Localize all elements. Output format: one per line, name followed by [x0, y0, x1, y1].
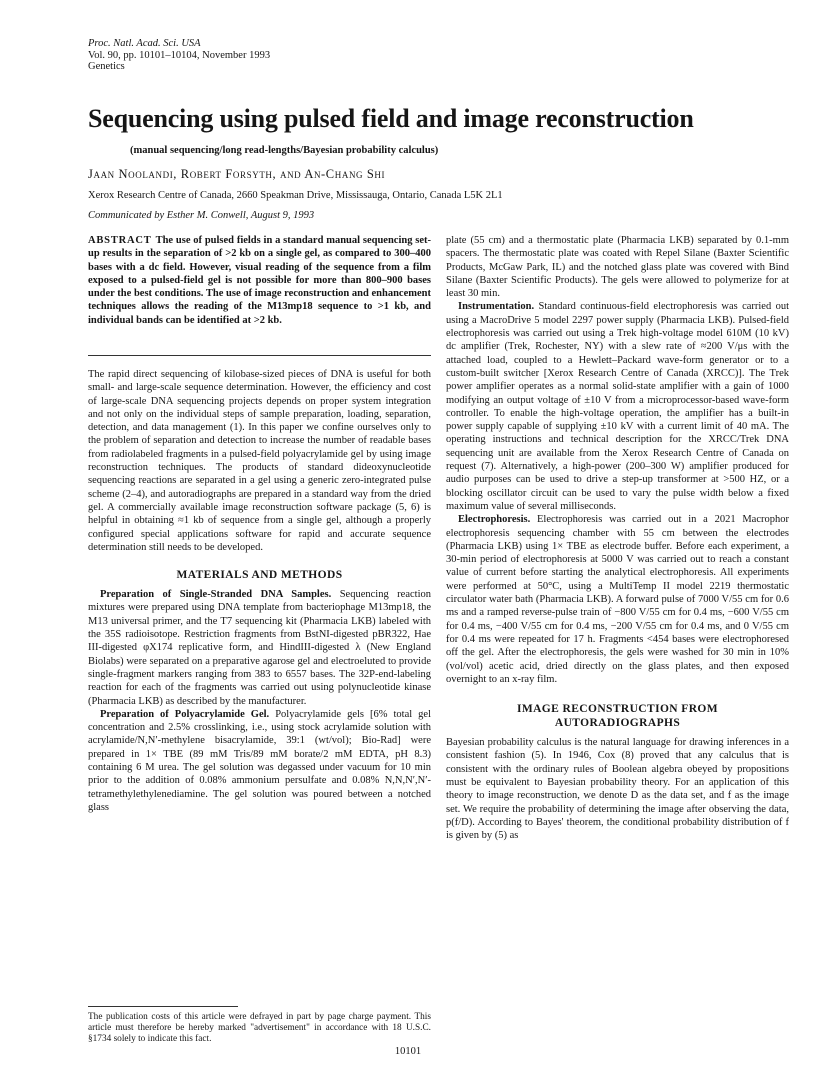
instrumentation-paragraph [446, 300, 789, 513]
prep-ss-paragraph [88, 588, 431, 708]
instrumentation-text: Standard continuous-field electrophoresis was carried out using a MacroDrive 5 model 2297 power supply (Pharmacia LKB). Pulsed-field electrophoresis was carried out using a Trek high-voltage model 610M (10 kV) dc amplifier (Trek, Rochester, NY) with a slew rate of ≈200 V/μs with the attached load, coupled to a Hewlett–Packard wave-form generator or to a custom-built switcher [Xerox Research Centre of Canada (XRCC)]. The Trek power amplifier operates as a normal solid-state amplifier with a gain of 1000 modifying an output voltage of ±10 V from a microprocessor-based wave-form controller. To enable the high-voltage operation, the amplifier has a built-in power supply capable of supplying ±10 kV with a current limit of 40 mA. The operating instructions and technical description for the XRCC/Trek DNA sequencing unit are available from the Xerox Research Centre of Canada on request (7). Alternatively, a high-power (200–300 W) amplifier produced for audio purposes can be used to drive a step-up transformer at >500 HZ, or a blocking oscillator circuit can be used to vary the pulse width below a fixed maximum value of several milliseconds. [446, 301, 790, 512]
image-reconstruction-heading [446, 702, 789, 730]
image-reconstruction-paragraph: Bayesian probability calculus is the natural language for drawing inferences in a consistent fashion (5). In 1946, Cox (8) proved that any calculus that is consistent with the ordinary rules of Boolean algebra obeyed by propositions must be equivalent to Bayesian probability theory. For an application of this theory to image reconstruction, we denote D as the data set, and f as the image set. We require the probability of determining the image after observing the data, p(f/D). According to Bayes' theorem, the conditional probability distribution of f is given by (5) as [446, 737, 789, 842]
electrophoresis-head: Electrophoresis. [458, 514, 531, 526]
image-heading-line2: AUTORADIOGRAPHS [554, 717, 681, 730]
right-column [446, 234, 789, 842]
abstract-divider [88, 355, 431, 356]
author-affiliation: Xerox Research Centre of Canada, 2660 Speakman Drive, Mississauga, Ontario, Canada L5K 2L1 [88, 190, 503, 201]
footnote: The publication costs of this article were defrayed in part by page charge payment. This article must therefore be hereby marked "advertisement" in accordance with 18 U.S.C. §1734 solely to indicate this fact. [88, 1012, 431, 1044]
abstract-text: The use of pulsed fields in a standard manual sequencing set-up results in the separation of >2 kb on a single gel, as compared to 300–400 bases with a dc field. However, visual reading of the sequence from a film exposed to a pulsed-field gel is not possible for more than 800–900 bases under the best conditions. The use of image reconstruction and enhancement techniques allows the reading of the M13mp18 sequence to >1 kb, and individual bands can be identified at >2 kb. [88, 235, 431, 326]
page-number: 10101 [394, 1046, 422, 1057]
intro-paragraph: The rapid direct sequencing of kilobase-sized pieces of DNA is useful for both small- and large-scale sequence determination. However, the efficiency and cost of large-scale DNA sequencing projects depends on proper system integration and not only on the individual steps of sample preparation, loading, separation, detection, and data management (1). In this paper we confine ourselves only to the problem of separation and detection to increase the number of readable bases from radiolabeled fragments in a pulsed-field polyacrylamide gel by using image reconstruction techniques. The products of standard dideoxynucleotide sequencing reactions are separated in a gel using a generic zero-integrated pulse scheme (2–4), and autoradiographs are prepared in a standard way from the dried gel. A commercially available image reconstruction software package (5, 6) is helpful in obtaining ≈1 kb of sequence from a single gel, although a properly configured special applications software for rapid and accurate sequence determination still needs to be developed. [88, 369, 431, 553]
gel-continued-paragraph: plate (55 cm) and a thermostatic plate (Pharmacia LKB) separated by 0.1-mm spacers. The thermostatic plate was coated with Repel Silane (Baxter Scientific Products, McGaw Park, IL) and the notched glass plate was covered with Bind Silane (Baxter Scientific Products). The gels were allowed to polymerize for at least 30 min. [446, 235, 789, 300]
article-keywords: (manual sequencing/long read-lengths/Bayesian probability calculus) [130, 145, 439, 156]
journal-header [88, 38, 270, 73]
prep-gel-text: Polyacrylamide gels [6% total gel concentration and 2.5% crosslinking, i.e., using stock acrylamide solution with acrylamide/N,N′-methylene bisacrylamide, 39:1 (wt/vol); Bio-Rad] were prepared in 1× TBE (89 mM Tris/89 mM borate/2 mM EDTA, pH 8.3) containing 6 M urea. The gel solution was degassed under vacuum for 10 min prior to the addition of 0.08% ammonium persulfate and 0.08% N,N,N′,N′-tetramethylethylenediamine. The gel solution was poured between a notched glass [88, 708, 432, 813]
prep-gel-head: Preparation of Polyacrylamide Gel. [100, 708, 270, 720]
abstract-label: ABSTRACT [88, 235, 152, 246]
footnote-divider [88, 1006, 238, 1007]
prep-gel-paragraph [88, 708, 431, 814]
prep-ss-head: Preparation of Single-Stranded DNA Samples. [100, 589, 332, 601]
abstract [88, 234, 431, 327]
electrophoresis-text: Electrophoresis was carried out in a 2021 Macrophor electrophoresis sequencing chamber with 55 cm between the electrodes (Pharmacia LKB) using 1× TBE as electrode buffer. Before each experiment, a 30-min period of electrophoresis at 5000 V was carried out to reach a constant value of current before starting the analytical electrophoresis. All experiments were performed at 50°C, using a MultiTemp II model 2219 thermostatic circulator water bath (Pharmacia LKB). A forward pulse of 7000 V/55 cm for 0.6 ms and a ramped reverse-pulse train of −800 V/55 cm for 0.4 ms, −600 V/55 cm for 0.4 ms, −400 V/55 cm for 0.4 ms, −200 V/55 cm for 0.4 ms, and 0 V/55 cm for 0.4 ms were repeated for 17 h. Fragments <454 bases were electrophoresed off the gel. After the electrophoresis, the gels were washed for 30 min in 10% (vol/vol) acetic acid, dried directly on the glass plates, and then exposed overnight to an x-ray film. [446, 514, 789, 685]
methods-heading: MATERIALS AND METHODS [176, 569, 343, 582]
article-title: Sequencing using pulsed field and image reconstruction [88, 104, 694, 133]
journal-name: Proc. Natl. Acad. Sci. USA [88, 38, 201, 49]
journal-section: Genetics [88, 61, 125, 72]
instrumentation-head: Instrumentation. [458, 301, 535, 313]
image-heading-line1: IMAGE RECONSTRUCTION FROM [516, 703, 719, 716]
prep-ss-text: Sequencing reaction mixtures were prepared using DNA template from bacteriophage M13mp18, the M13 universal primer, and the T7 sequencing kit (Pharmacia LKB) labeled with the 35S radioisotope. Restriction fragments from BstNI-digested pBR322, Hae III-digested φX174 replicative form, and HindIII-digested λ (New England Biolabs) were separated on a preparative agarose gel and electroeluted to provide single-fragment markers ranging from 383 to 6557 bases. The 32P-end-labeling reaction for each of the fragments was carried out using polynucleotide kinase (Pharmacia LKB) as described by the manufacturer. [88, 589, 431, 707]
communicated-by: Communicated by Esther M. Conwell, August 9, 1993 [88, 210, 315, 221]
left-column-body [88, 368, 431, 814]
journal-volume: Vol. 90, pp. 10101–10104, November 1993 [88, 49, 271, 61]
article-authors: Jaan Noolandi, Robert Forsyth, and An-Chang Shi [88, 167, 386, 181]
electrophoresis-paragraph [446, 513, 789, 686]
left-column-top [88, 234, 431, 327]
